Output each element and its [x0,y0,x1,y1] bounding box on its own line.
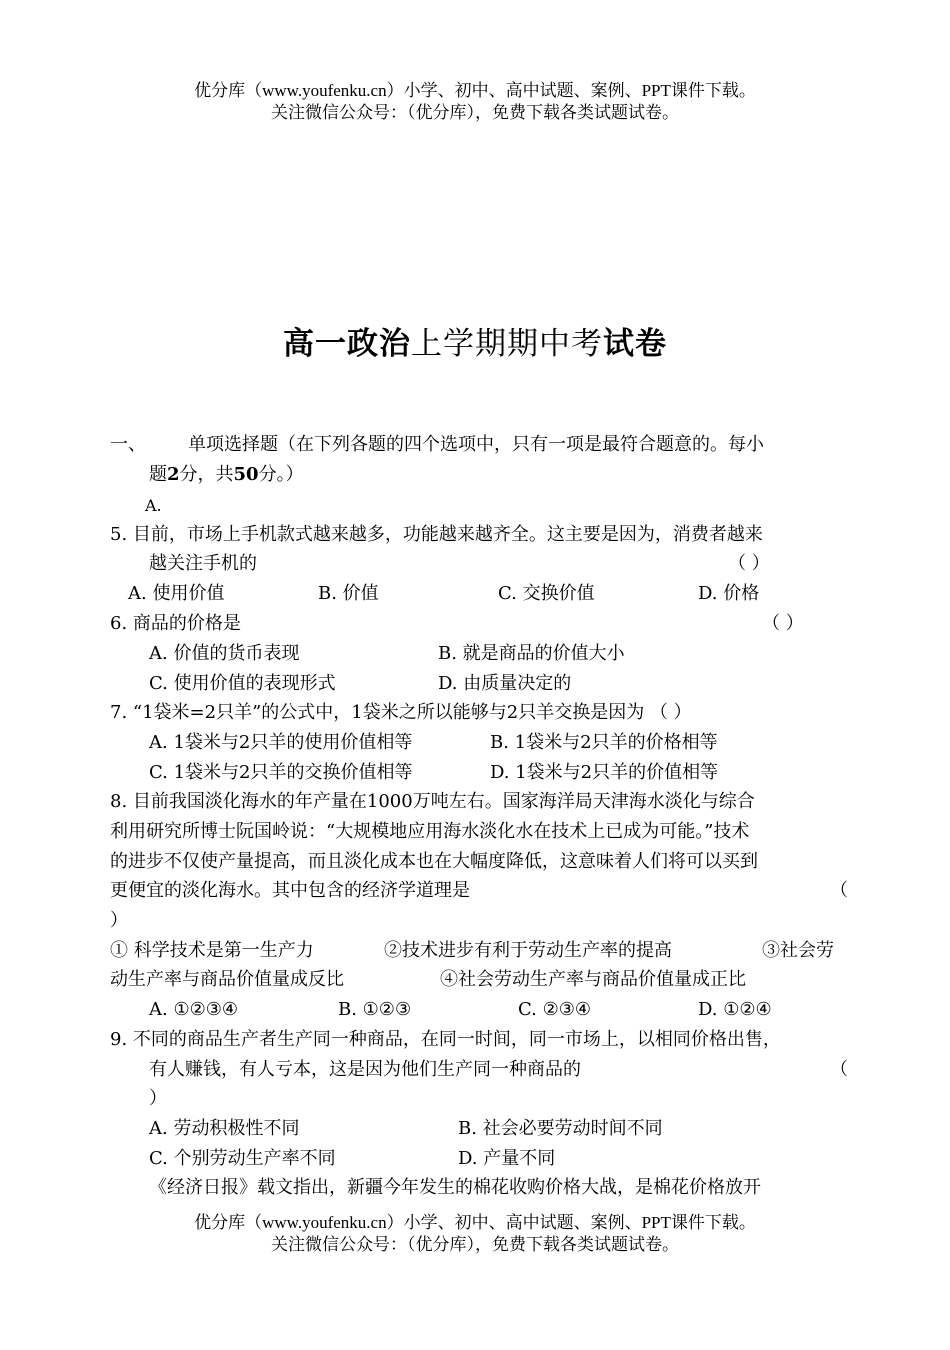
q7-option-d: D. 1袋米与2只羊的价值相等 [490,762,719,783]
stray-option-label: A. [145,496,162,515]
q5-line-1: 5. 目前，市场上手机款式越来越多，功能越来越齐全。这主要是因为，消费者越来 [110,524,763,545]
q9-paren-open: （ [830,1059,848,1080]
section-instruction-line-2: 题2分，共50分。） [149,464,304,485]
q5-line-2: 越关注手机的 [149,553,257,574]
q6-option-d: D. 由质量决定的 [438,673,572,694]
q6-line-1: 6. 商品的价格是 [110,613,241,634]
q8-line-2: 利用研究所博士阮国岭说：“大规模地应用海水淡化水在技术上已成为可能。”技术 [110,821,750,842]
q8-statement-3: ③社会劳 [762,940,834,961]
q7-line-1: 7. “1袋米=2只羊”的公式中，1袋米之所以能够与2只羊交换是因为 （ ） [110,702,692,723]
q9-option-c: C. 个别劳动生产率不同 [149,1148,336,1169]
q7-option-c: C. 1袋米与2只羊的交换价值相等 [149,762,413,783]
q8-paren-open: （ [830,880,848,901]
q7-option-a: A. 1袋米与2只羊的使用价值相等 [149,732,413,753]
q7-option-b: B. 1袋米与2只羊的价格相等 [490,732,718,753]
q8-statement-1: ① 科学技术是第一生产力 [110,940,314,961]
q9-option-a: A. 劳动积极性不同 [149,1118,300,1139]
exam-title [0,322,950,366]
q5-answer-paren: （ ） [728,553,770,574]
page-footer [0,1212,950,1256]
q5-option-a: A. 使用价值 [128,583,225,604]
title-part-1: 高一政治 [283,326,411,362]
header-line-2: 关注微信公众号：（优分库），免费下载各类试题试卷。 [271,103,679,122]
q8-line-4: 更便宜的淡化海水。其中包含的经济学道理是 [110,880,470,901]
q6-answer-paren: （ ） [762,613,804,634]
q8-statement-2: ②技术进步有利于劳动生产率的提高 [384,940,672,961]
points-total: 50 [233,464,259,485]
q9-option-d: D. 产量不同 [458,1148,556,1169]
section-number: 一、 [110,434,146,455]
q6-option-c: C. 使用价值的表现形式 [149,673,336,694]
header-line-1: 优分库（www.youfenku.cn）小学、初中、高中试题、案例、PPT课件下载。 [194,81,756,100]
title-part-3: 试卷 [603,326,667,362]
q8-option-a: A. ①②③④ [149,999,238,1020]
footer-line-2: 关注微信公众号：（优分库），免费下载各类试题试卷。 [271,1235,679,1254]
q8-option-c: C. ②③④ [518,999,591,1020]
points-each: 2 [167,464,180,485]
title-part-2: 上学期期中考 [411,326,603,362]
q5-option-b: B. 价值 [318,583,379,604]
q8-option-b: B. ①②③ [338,999,412,1020]
q8-statement-3-cont: 动生产率与商品价值量成反比 [110,969,344,990]
section-instruction-line-1: 单项选择题（在下列各题的四个选项中，只有一项是最符合题意的。每小 [188,434,764,455]
q8-paren-close: ） [110,910,128,931]
q5-option-c: C. 交换价值 [498,583,595,604]
page-header [0,80,950,124]
q6-option-a: A. 价值的货币表现 [149,643,300,664]
q6-option-b: B. 就是商品的价值大小 [438,643,625,664]
q9-paren-close: ） [149,1088,167,1109]
q8-option-d: D. ①②④ [698,999,772,1020]
q9-line-1: 9. 不同的商品生产者生产同一种商品，在同一时间，同一市场上，以相同价格出售， [110,1029,781,1050]
q8-line-1: 8. 目前我国淡化海水的年产量在1000万吨左右。国家海洋局天津海水淡化与综合 [110,791,755,812]
q5-option-d: D. 价格 [698,583,760,604]
q9-line-2: 有人赚钱，有人亏本，这是因为他们生产同一种商品的 [149,1059,581,1080]
q8-statement-4: ④社会劳动生产率与商品价值量成正比 [440,969,746,990]
footer-line-1: 优分库（www.youfenku.cn）小学、初中、高中试题、案例、PPT课件下载。 [194,1213,756,1232]
q8-line-3: 的进步不仅使产量提高，而且淡化成本也在大幅度降低，这意味着人们将可以买到 [110,851,758,872]
q9-option-b: B. 社会必要劳动时间不同 [458,1118,663,1139]
trailing-paragraph: 《经济日报》载文指出，新疆今年发生的棉花收购价格大战，是棉花价格放开 [149,1177,761,1198]
